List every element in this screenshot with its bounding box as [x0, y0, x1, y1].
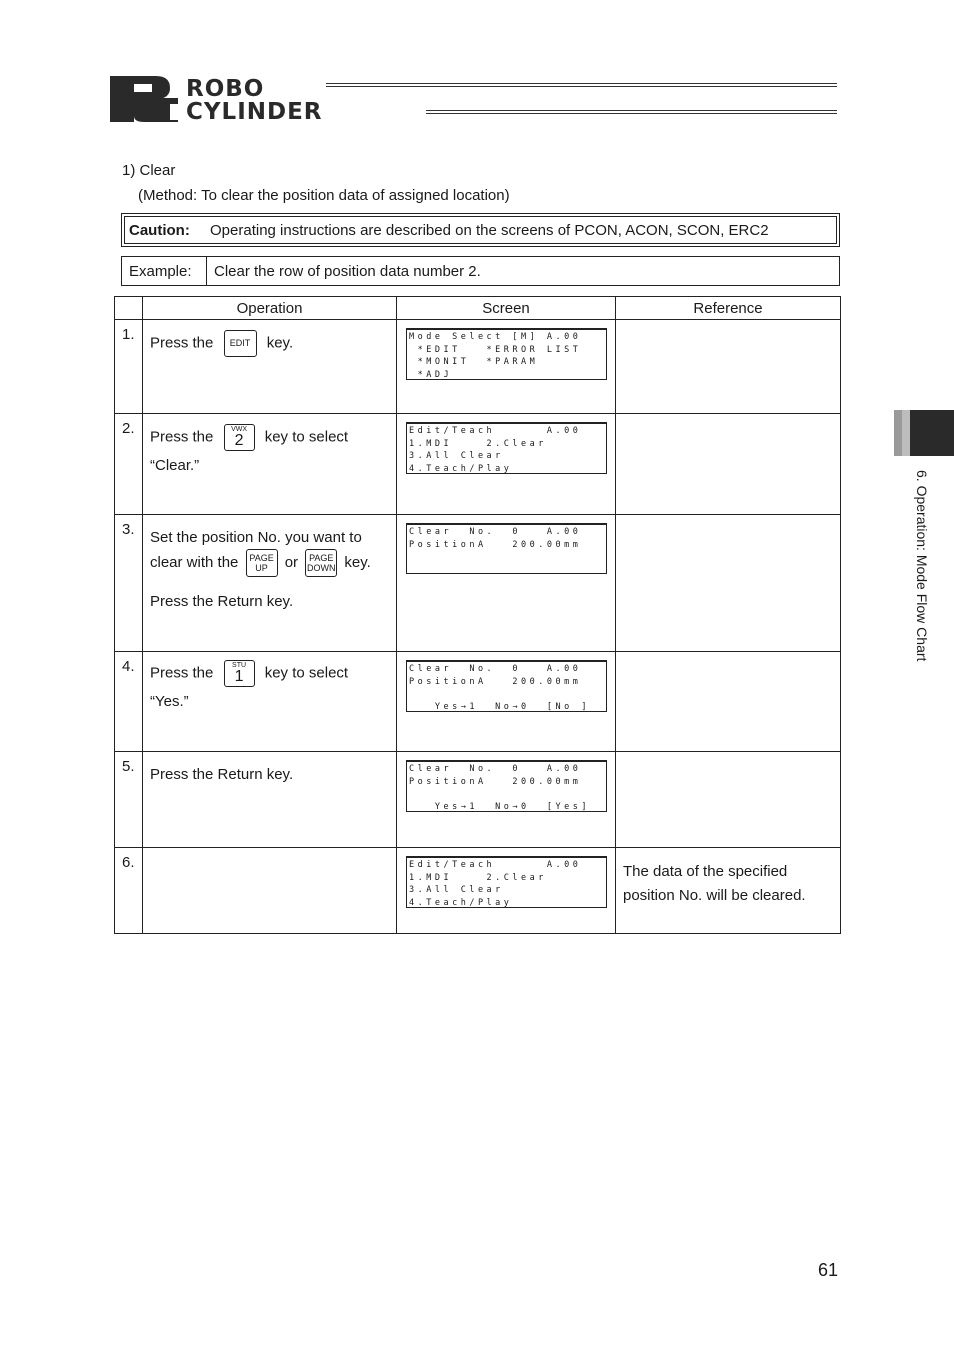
op-text: Press the	[150, 428, 214, 446]
caution-label: Caution:	[129, 222, 190, 239]
step-screen	[397, 652, 616, 752]
section-title: 1) Clear	[122, 162, 176, 179]
table-row	[115, 848, 841, 934]
header-rule-top-2	[326, 86, 837, 87]
key-2-icon: VWX 2	[224, 424, 255, 451]
lcd-screen: Edit/Teach A.00 1.MDI 2.Clear 3.All Clear 4.Teach/Play	[406, 856, 607, 908]
step-reference	[616, 652, 841, 752]
op-text: Press the Return key.	[150, 593, 294, 611]
op-text: or	[284, 554, 299, 571]
op-text: Set the position No. you want to	[150, 529, 362, 546]
section-method: (Method: To clear the position data of assigned location)	[138, 187, 510, 204]
step-reference	[616, 414, 841, 515]
op-text: key.	[344, 554, 371, 571]
step-number: 4.	[115, 652, 143, 752]
op-text: key.	[266, 334, 294, 352]
table-row	[115, 515, 841, 652]
lcd-screen: Edit/Teach A.00 1.MDI 2.Clear 3.All Clear 4.Teach/Play	[406, 422, 607, 474]
step-screen	[397, 515, 616, 652]
caution-text: Operating instructions are described on the screens of PCON, ACON, SCON, ERC2	[210, 222, 769, 239]
caution-box	[121, 213, 840, 247]
step-screen	[397, 414, 616, 515]
robo-cylinder-logo	[108, 72, 418, 124]
step-reference	[616, 515, 841, 652]
step-screen	[397, 752, 616, 848]
op-text: key to select	[264, 428, 349, 446]
chapter-tab-marker	[894, 410, 954, 456]
header-rule-top	[326, 83, 837, 84]
header-reference: Reference	[616, 297, 841, 320]
example-label: Example:	[129, 263, 192, 280]
step-screen	[397, 848, 616, 934]
header-rule-bottom-2	[426, 113, 837, 114]
step-operation	[143, 652, 397, 752]
step-operation	[143, 848, 397, 934]
table-header-row	[115, 297, 841, 320]
op-text: Press the	[150, 334, 214, 352]
page-up-key-icon: PAGE UP	[246, 549, 278, 577]
header-screen: Screen	[397, 297, 616, 320]
step-reference	[616, 848, 841, 934]
page-down-key-icon: PAGE DOWN	[305, 549, 337, 577]
step-number: 2.	[115, 414, 143, 515]
reference-text: position No. will be cleared.	[623, 887, 806, 904]
op-text: Press the Return key.	[150, 766, 294, 783]
step-operation	[143, 752, 397, 848]
op-text: clear with the	[150, 554, 239, 571]
logo-text-cylinder: CYLINDER	[186, 99, 323, 124]
header-num	[115, 297, 143, 320]
table-row	[115, 652, 841, 752]
table-row	[115, 320, 841, 414]
lcd-screen: Clear No. 0 A.00 PositionA 200.00mm	[406, 523, 607, 574]
step-number: 1.	[115, 320, 143, 414]
table-row	[115, 414, 841, 515]
example-box	[121, 256, 840, 286]
lcd-screen: Clear No. 0 A.00 PositionA 200.00mm Yes→1 No→0 [Yes]	[406, 760, 607, 812]
key-1-icon: STU 1	[224, 660, 255, 687]
step-number: 3.	[115, 515, 143, 652]
steps-table	[114, 296, 841, 934]
step-screen	[397, 320, 616, 414]
step-operation	[143, 515, 397, 652]
op-text: “Clear.”	[150, 457, 200, 474]
chapter-label	[910, 470, 930, 690]
lcd-screen: Mode Select [M] A.00 *EDIT *ERROR LIST *MONIT *PARAM *ADJ	[406, 328, 607, 380]
reference-text: The data of the specified	[623, 863, 788, 880]
op-text: key to select	[264, 664, 349, 682]
logo-text-robo: ROBO	[186, 76, 265, 102]
table-row	[115, 752, 841, 848]
step-operation	[143, 414, 397, 515]
op-text: “Yes.”	[150, 693, 189, 710]
example-text: Clear the row of position data number 2.	[214, 263, 481, 280]
step-number: 6.	[115, 848, 143, 934]
step-reference	[616, 320, 841, 414]
page-number: 61	[818, 1260, 839, 1280]
header-rule-bottom	[426, 110, 837, 111]
header-operation: Operation	[143, 297, 397, 320]
edit-key-icon: EDIT	[224, 330, 257, 357]
lcd-screen: Clear No. 0 A.00 PositionA 200.00mm Yes→1 No→0 [No ]	[406, 660, 607, 712]
op-text: Press the	[150, 664, 214, 682]
step-operation	[143, 320, 397, 414]
rc-logo-mark	[108, 72, 418, 124]
step-reference	[616, 752, 841, 848]
step-number: 5.	[115, 752, 143, 848]
chapter-label-text: 6. Operation: Mode Flow Chart	[914, 470, 930, 662]
